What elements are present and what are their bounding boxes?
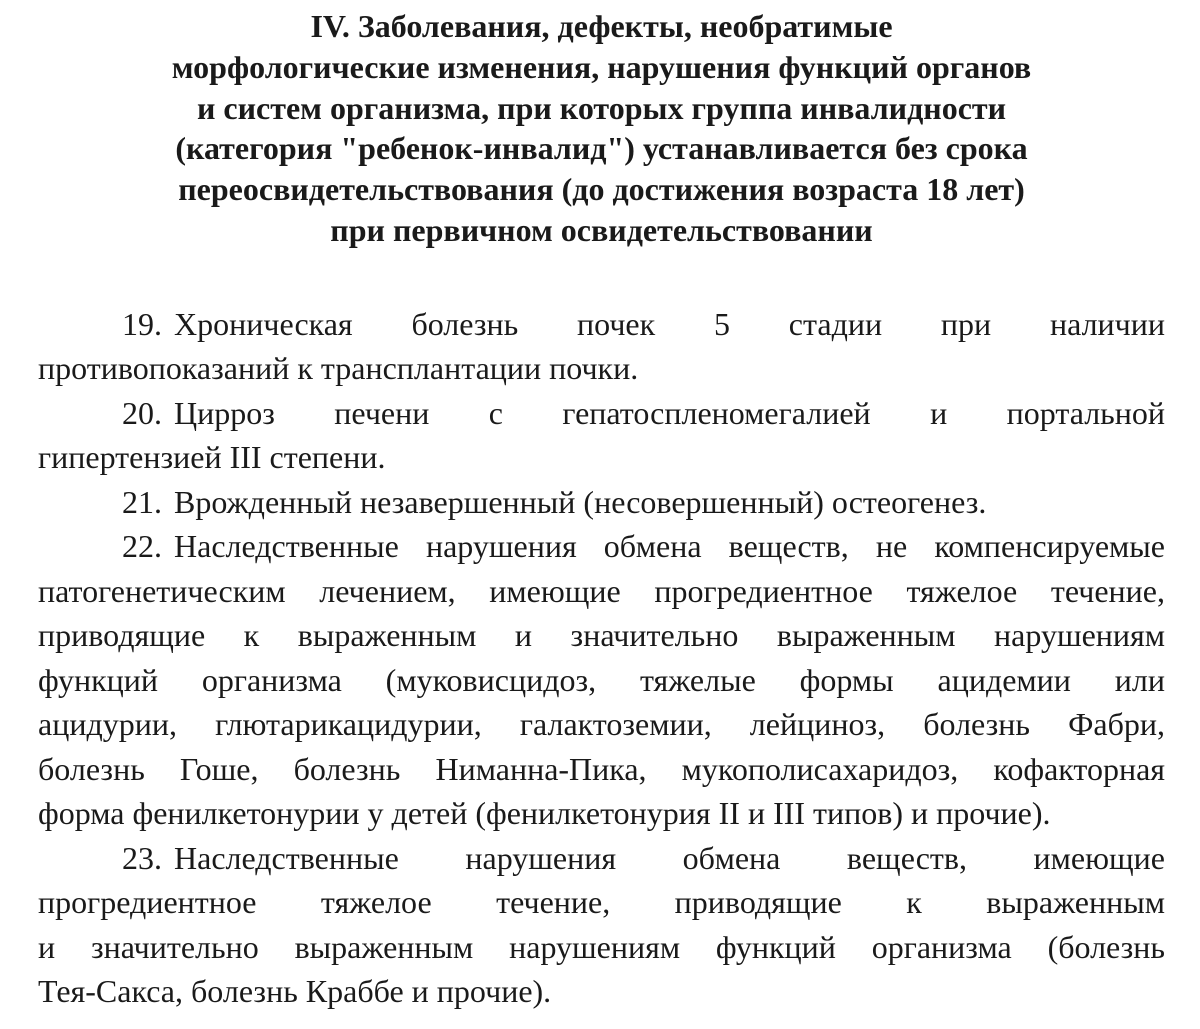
paragraph-line: патогенетическим лечением, имеющие прогредиентное тяжелое течение, [38, 572, 1165, 609]
paragraph-line: гипертензией III степени. [38, 439, 386, 476]
heading-line: переосвидетельствования (до достижения возраста 18 лет) [178, 171, 1025, 208]
list-item-19 [38, 302, 1165, 391]
item-number: 20. [122, 394, 162, 431]
item-list [38, 302, 1165, 1014]
paragraph-line: и значительно выраженным нарушениям функций организма (болезнь [38, 928, 1165, 965]
paragraph-line: противопоказаний к трансплантации почки. [38, 350, 639, 387]
item-number: 23. [122, 839, 162, 876]
heading-line: (категория "ребенок-инвалид") устанавливается без срока [175, 130, 1028, 167]
paragraph-line: приводящие к выраженным и значительно выраженным нарушениям [38, 617, 1165, 654]
list-item-23 [38, 836, 1165, 1014]
item-number: 21. [122, 483, 162, 520]
paragraph-line: болезнь Гоше, болезнь Ниманна-Пика, мукополисахаридоз, кофакторная [38, 750, 1165, 787]
heading-line: при первичном освидетельствовании [330, 211, 873, 248]
document-page [38, 6, 1165, 1014]
paragraph-line [38, 480, 1165, 525]
list-item-22 [38, 524, 1165, 836]
paragraph-line: ацидурии, глютарикацидурии, галактоземии, лейциноз, болезнь Фабри, [38, 706, 1165, 743]
paragraph-line [38, 391, 1165, 436]
list-item-20 [38, 391, 1165, 480]
item-text: Цирроз печени с гепатоспленомегалией и портальной [174, 394, 1165, 431]
item-text: Хроническая болезнь почек 5 стадии при наличии [174, 305, 1165, 342]
paragraph-line [38, 302, 1165, 347]
item-number: 19. [122, 305, 162, 342]
section-heading [38, 6, 1165, 251]
heading-line: и систем организма, при которых группа инвалидности [196, 89, 1007, 126]
paragraph-line: Тея-Сакса, болезнь Краббе и прочие). [38, 973, 552, 1010]
heading-line: морфологические изменения, нарушения функций органов [171, 48, 1032, 85]
paragraph-line [38, 524, 1165, 569]
item-text: Наследственные нарушения обмена веществ, имеющие [174, 839, 1165, 876]
paragraph-line [38, 836, 1165, 881]
item-text: Врожденный незавершенный (несовершенный) остеогенез. [174, 483, 987, 520]
paragraph-line: форма фенилкетонурии у детей (фенилкетонурия II и III типов) и прочие). [38, 795, 1051, 832]
heading-line: IV. Заболевания, дефекты, необратимые [310, 8, 893, 44]
list-item-21 [38, 480, 1165, 525]
item-number: 22. [122, 528, 162, 565]
item-text: Наследственные нарушения обмена веществ, не компенсируемые [174, 528, 1165, 565]
paragraph-line: прогредиентное тяжелое течение, приводящие к выраженным [38, 884, 1165, 921]
paragraph-line: функций организма (муковисцидоз, тяжелые формы ацидемии или [38, 661, 1165, 698]
